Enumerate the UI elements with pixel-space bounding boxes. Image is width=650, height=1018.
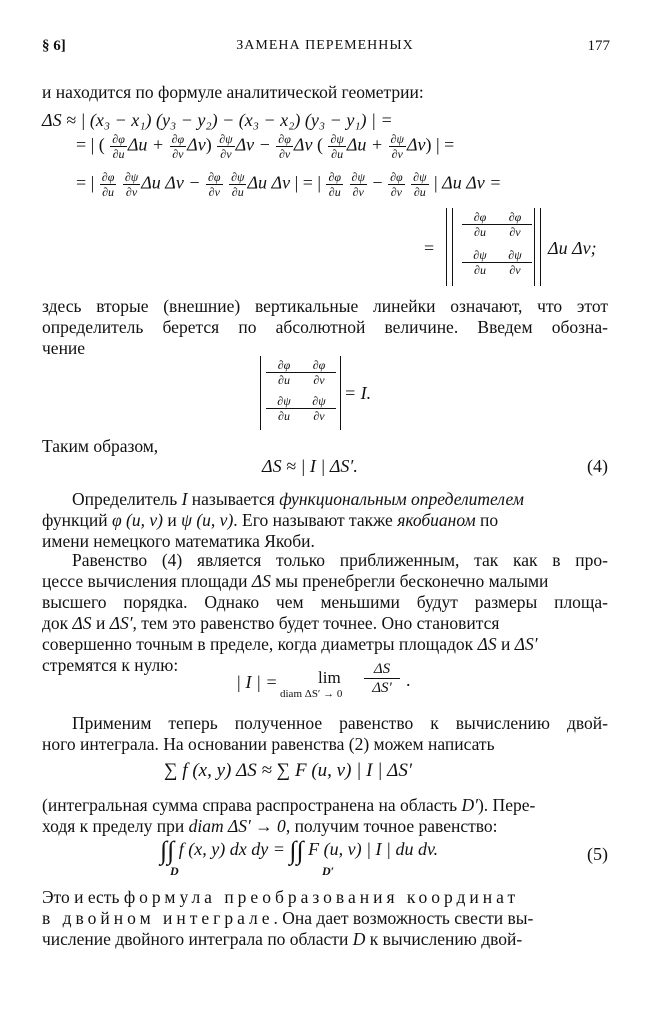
formula-integral: ∫∫ f (x, y) dx dy = ∫∫ F (u, v) | I | du dv. xyxy=(160,836,439,865)
frac-dphi-du: $\frac{\partial\varphi}{\partial u}$ xyxy=(112,132,125,161)
section-number: § 6] xyxy=(42,38,66,54)
takim-obrazom: Таким образом, xyxy=(42,436,159,456)
def-line-2: функций φ (u, v) и ψ (u, v). Его называют также якобианом по xyxy=(42,510,499,530)
paragraph-lines-3: чение xyxy=(42,338,86,358)
frac-dpsi-dv-2: $\frac{\partial\psi}{\partial v}$ xyxy=(390,132,404,161)
f4-tail: Δu Δv; xyxy=(548,238,597,258)
def-line-1: Определитель I называется функциональным определителем xyxy=(72,489,524,509)
b-line-2: ходя к пределу при diam ΔS′ → 0, получим точное равенство: xyxy=(42,816,498,836)
r-line-5: совершенно точным в пределе, когда диаметры площадок ΔS и ΔS′ xyxy=(42,634,538,654)
equation-number-4: (4) xyxy=(587,456,608,476)
integral-domain-D: D xyxy=(170,864,179,878)
double-integral-right: ∫∫ xyxy=(289,836,304,865)
r-line-3: высшего порядка. Однако чем меньшими будут размеры площа- xyxy=(42,592,608,612)
def-line-3: имени немецкого математика Якоби. xyxy=(42,531,315,551)
jacobian-rhs: = I. xyxy=(344,383,372,403)
limit-dot: . xyxy=(406,670,411,690)
c-line-3: числение двойного интеграла по области D к вычислению двой- xyxy=(42,929,523,949)
limit-fraction: ΔS ΔS′ xyxy=(364,660,400,697)
limit-lhs: | I | = xyxy=(236,672,278,692)
equation-number-5: (5) xyxy=(587,844,608,864)
a-line-2: ного интеграла. На основании равенства (2) можем написать xyxy=(42,734,495,754)
formula-area-line-3: = | $\frac{\partial\varphi}{\partial u}$ $\frac{\partial\psi}{\partial v}$ Δu Δv − $\frac{\partial\varphi}{\partial v}$ $\frac{\partial\psi}{\partial u}$ Δu Δv | = | $\frac{\partial\varphi}{\partial u}$ $\frac{\partial\psi}{\partial v}$ − $\frac{\partial\varphi}{\partial v}$ $\frac{\partial\psi}{\partial u}$ | Δu Δv = xyxy=(76,170,502,199)
page-number: 177 xyxy=(587,38,610,54)
r-line-6: стремятся к нулю: xyxy=(42,655,179,675)
a-line-1: Применим теперь полученное равенство к вычислению двой- xyxy=(72,713,608,733)
r-line-1: Равенство (4) является только приближенным, так как в про- xyxy=(72,550,608,570)
frac-dphi-dv-2: $\frac{\partial\varphi}{\partial v}$ xyxy=(278,132,291,161)
formula-sum: ∑ f (x, y) ΔS ≈ ∑ F (u, v) | I | ΔS′ xyxy=(164,760,412,781)
c-line-1: Это и есть формула преобразования координат xyxy=(42,887,520,907)
frac-dphi-dv: $\frac{\partial\varphi}{\partial v}$ xyxy=(171,132,185,161)
paragraph-lines-1: здесь вторые (внешние) вертикальные линейки означают, что этот xyxy=(42,296,608,316)
r-line-4: док ΔS и ΔS′, тем это равенство будет точнее. Оно становится xyxy=(42,613,500,633)
f3-lead: = | xyxy=(76,172,95,193)
b-line-1: (интегральная сумма справа распространена на область D′). Пере- xyxy=(42,795,536,815)
limit-lim: lim xyxy=(318,668,341,687)
double-integral-left: ∫∫ xyxy=(160,836,175,865)
integral-domain-Dp: D′ xyxy=(322,864,335,878)
limit-subscript: diam ΔS′ → 0 xyxy=(280,688,343,700)
frac-dpsi-dv: $\frac{\partial\psi}{\partial v}$ xyxy=(219,132,233,161)
f2-lead: = | xyxy=(76,134,95,155)
frac-dpsi-du: $\frac{\partial\psi}{\partial u}$ xyxy=(330,132,344,161)
f3-mid: Δu Δv = xyxy=(442,172,502,193)
c-line-2: в двойном интеграле. Она дает возможность свести вы- xyxy=(42,908,534,928)
f4-lead: = xyxy=(424,238,435,258)
formula-approx: ΔS ≈ | I | ΔS′. xyxy=(262,456,358,476)
running-title: ЗАМЕНА ПЕРЕМЕННЫХ xyxy=(236,38,414,53)
r-line-2: цессе вычисления площади ΔS мы пренебрегли бесконечно малыми xyxy=(42,571,549,591)
formula-area-line-1: ΔS ≈ | (x₃ − x₁) (y₃ − y₂) − (x₃ − x₂) (y₃ − y₁) | = xyxy=(42,110,393,130)
paragraph-lines-2: определитель берется по абсолютной величине. Введем обозна- xyxy=(42,317,608,337)
formula-area-line-2: = | ( $\frac{\partial\varphi}{\partial u}$ Δu + $\frac{\partial\varphi}{\partial v}$ Δv) $\frac{\partial\psi}{\partial v}$ Δv − $\frac{\partial\varphi}{\partial v}$ Δv ( $\frac{\partial\psi}{\partial u}$ Δu + $\frac{\partial\psi}{\partial v}$ Δv) | = xyxy=(76,132,455,161)
intro-paragraph: и находится по формуле аналитической геометрии: xyxy=(42,82,424,102)
